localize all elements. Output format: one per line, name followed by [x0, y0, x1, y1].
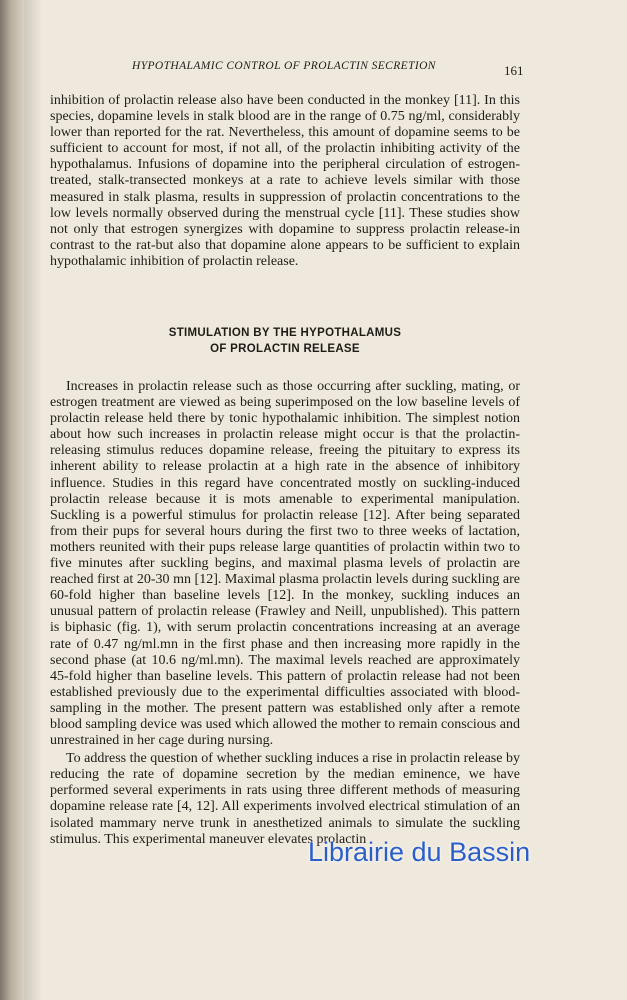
section-paragraph-1: Increases in prolactin release such as those occurring after suckling, mating, or estrogen treatment are viewed as being superimposed on the low baseline levels of prolactin release held there by tonic hypothalamic inhibition. The simplest notion about how such increases in prolactin release might occur is that the prolactin-releasing stimulus reduces dopamine release, freeing the pituitary to express its inherent ability to release prolactin at a high rate in the absence of inhibitory influence. Studies in this regard have concentrated mostly on suckling-induced prolactin release because it is mots amenable to experimental manipulation. Suckling is a powerful stimulus for prolactin release [12]. After being separated from their pups for several hours during the first two to three weeks of lactation, mothers reunited with their pups release large quantities of prolactin within two to five minutes after suckling begins, and maximal plasma levels of prolactin are reached first at 20-30 mn [12]. Maximal plasma prolactin levels during suckling are 60-fold higher than baseline levels [12]. In the monkey, suckling induces an unusual pattern of prolactin release (Frawley and Neill, unpublished). This pattern is biphasic (fig. 1), with serum prolactin concentrations increasing at an average rate of 0.47 ng/ml.mn in the first phase and then increasing more rapidly in the second phase (at 10.6 ng/ml.mn). The maximal levels reached are approximately 45-fold higher than baseline levels. This pattern of prolactin release had not been established previously due to the experimental difficulties associated with blood-sampling in the mother. The present pattern was established only after a remote blood sampling device was used which allowed the mother to remain conscious and unrestrained in her cage during nursing.	[50, 379, 520, 749]
section-text-block	[50, 379, 520, 848]
section-heading	[50, 325, 520, 357]
section-paragraph-2: To address the question of whether suckling induces a rise in prolactin release by reducing the rate of dopamine secretion by the median eminence, we have performed several experiments in rats using three different methods of measuring dopamine release rate [4, 12]. All experiments involved electrical stimulation of an isolated mammary nerve trunk in anesthetized animals to simulate the suckling stimulus. This experimental maneuver elevates prolactin	[50, 751, 520, 847]
intro-paragraph: inhibition of prolactin release also have been conducted in the monkey [11]. In this species, dopamine levels in stalk blood are in the range of 0.75 ng/ml, considerably lower than reported for the rat. Nevertheless, this amount of dopamine seems to be sufficient to account for most, if not all, of the prolactin inhibiting activity of the hypothalamus. Infusions of dopamine into the peripheral circulation of estrogen-treated, stalk-transected monkeys at a rate to achieve levels similar with those measured in stalk plasma, results in suppression of prolactin concentrations to the low levels normally observed during the menstrual cycle [11]. These studies show not only that estrogen synergizes with dopamine to suppress prolactin release-in contrast to the rat-but also that dopamine alone appears to be sufficient to explain hypothalamic inhibition of prolactin release.	[50, 93, 520, 269]
section-heading-line-2: OF PROLACTIN RELEASE	[210, 343, 360, 355]
facing-page-edge	[0, 0, 24, 1000]
section-heading-line-1: STIMULATION BY THE HYPOTHALAMUS	[168, 327, 402, 339]
running-head: HYPOTHALAMIC CONTROL OF PROLACTIN SECRETION	[132, 60, 436, 72]
page-number: 161	[504, 63, 524, 78]
seller-watermark: Librairie du Bassin	[308, 837, 531, 867]
book-page	[24, 0, 627, 1000]
intro-text-block	[50, 93, 520, 270]
